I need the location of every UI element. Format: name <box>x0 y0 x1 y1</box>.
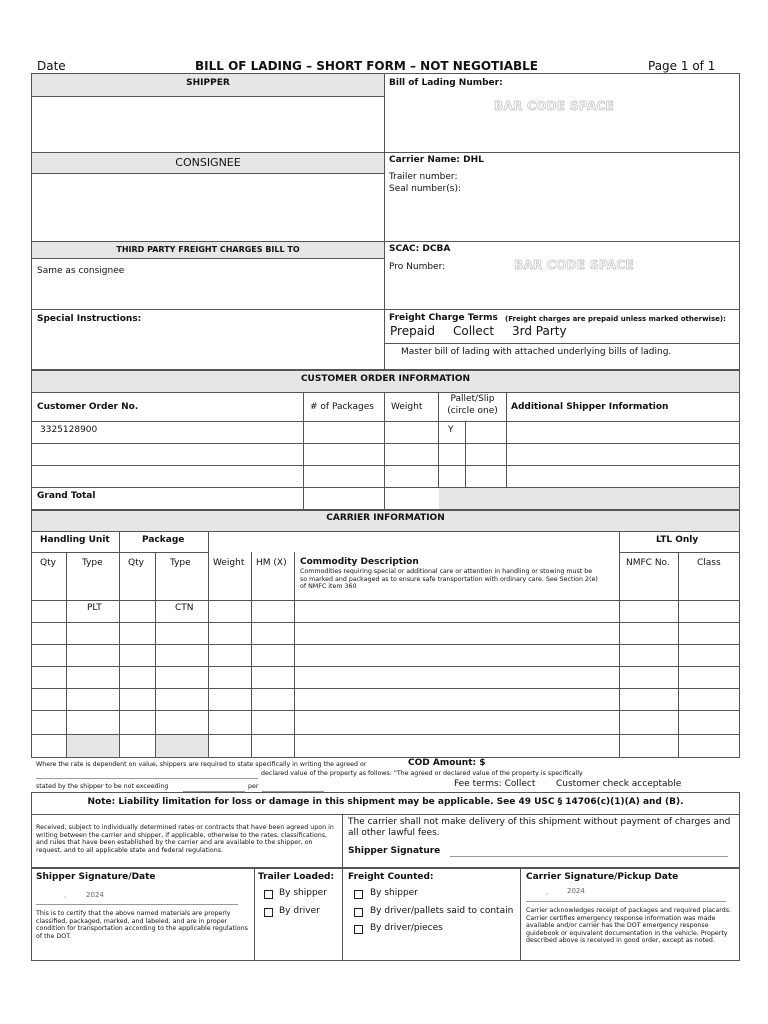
declared-value-line1: Where the rate is dependent on value, shippers are required to state specifically in writing the agreed or <box>36 761 367 768</box>
scac-label: SCAC: DCBA <box>389 244 451 254</box>
counted-by-shipper-checkbox[interactable] <box>354 890 363 899</box>
declared-value-line3b: per <box>248 783 259 790</box>
liability-note: Note: Liability limitation for loss or damage in this shipment may be applicable. See 49 USC § 14706(c)(1)(A) and (B). <box>87 797 684 807</box>
carrier-ack-text: Carrier acknowledges receipt of packages and required placards. Carrier certifies emergency response information was made available and/or carrier has the DOT emergency response guidebook or equivalent documentation in the vehicle. Property described above is received in good order, except as noted. <box>526 907 732 945</box>
carrier-info-table <box>31 510 740 758</box>
package-heading: Package <box>142 535 185 545</box>
trailer-by-driver-label: By driver <box>279 906 320 916</box>
commodity-note: Commodities requiring special or additional care or attention in handling or stowing must be so marked and packaged as to ensure safe transportation with ordinary care. See Section 2(e) of NMFC item 360 <box>300 568 598 591</box>
col-hu-qty: Qty <box>40 558 56 568</box>
received-text: Received, subject to individually determined rates or contracts that have been agreed upon in writing between the carrier and shipper, if applicable, otherwise to the rates, classifications, and rules that have been established by the carrier and are available to the shipper, on request, and to all applicable state and federal regulations. <box>36 824 334 854</box>
declared-value-line2: declared value of the property as follows: "The agreed or declared value of the property is specifically <box>261 770 583 777</box>
col-hu-type: Type <box>82 558 103 568</box>
shipper-signature-line[interactable] <box>450 856 728 857</box>
col-hm: HM (X) <box>256 558 287 568</box>
consignee-heading: CONSIGNEE <box>175 156 241 169</box>
third-party-heading: THIRD PARTY FREIGHT CHARGES BILL TO <box>116 245 300 254</box>
col-pkg-type: Type <box>170 558 191 568</box>
col-weight: Weight <box>391 402 423 412</box>
freight-terms-note: (Freight charges are prepaid unless marked otherwise): <box>505 315 726 323</box>
col-pallet: Pallet/Slip <box>450 394 495 404</box>
third-party-value: Same as consignee <box>37 266 125 276</box>
col-pallet-circle: (circle one) <box>447 406 498 416</box>
carrier-name: Carrier Name: DHL <box>389 155 484 165</box>
counted-by-driver-pieces-label: By driver/pieces <box>370 923 443 933</box>
hu-type-cell[interactable]: PLT <box>87 603 102 613</box>
counted-by-driver-pallets-checkbox[interactable] <box>354 908 363 917</box>
ltl-only-heading: LTL Only <box>656 535 699 545</box>
pro-number-label: Pro Number: <box>389 262 446 272</box>
bol-barcode-placeholder: BAR CODE SPACE <box>494 99 615 113</box>
no-delivery-text: The carrier shall not make delivery of this shipment without payment of charges and all other lawful fees. <box>348 817 731 838</box>
grand-total-label: Grand Total <box>37 491 96 501</box>
col-commodity: Commodity Description <box>300 557 419 567</box>
counted-by-shipper-label: By shipper <box>370 888 418 898</box>
counted-by-driver-pieces-checkbox[interactable] <box>354 925 363 934</box>
customer-check: Customer check acceptable <box>556 779 682 789</box>
order-number-cell[interactable]: 3325128900 <box>40 425 98 435</box>
freight-terms-label: Freight Charge Terms <box>389 313 498 323</box>
counted-by-driver-pallets-label: By driver/pallets said to contain <box>370 906 514 916</box>
special-instructions-label: Special Instructions: <box>37 314 142 324</box>
carrier-info-heading: CARRIER INFORMATION <box>326 513 445 523</box>
third-party-option[interactable]: 3rd Party <box>512 324 567 338</box>
shipper-signature-label: Shipper Signature <box>348 846 441 856</box>
handling-unit-heading: Handling Unit <box>40 535 110 545</box>
trailer-number-label: Trailer number: <box>389 172 458 182</box>
carrier-sig-heading: Carrier Signature/Pickup Date <box>526 872 679 882</box>
freight-counted-heading: Freight Counted: <box>348 872 434 882</box>
page-number: Page 1 of 1 <box>648 59 716 73</box>
carrier-date-comma: , <box>546 888 549 896</box>
trailer-by-shipper-label: By shipper <box>279 888 327 898</box>
col-customer-order: Customer Order No. <box>37 402 139 412</box>
fee-terms: Fee terms: Collect <box>454 779 536 789</box>
col-weight: Weight <box>213 558 245 568</box>
seal-number-label: Seal number(s): <box>389 184 461 194</box>
document-title: BILL OF LADING – SHORT FORM – NOT NEGOTIABLE <box>195 59 538 73</box>
trailer-by-shipper-checkbox[interactable] <box>264 890 273 899</box>
pkg-type-cell[interactable]: CTN <box>175 603 194 613</box>
top-section <box>31 73 740 370</box>
prepaid-option[interactable]: Prepaid <box>390 324 435 338</box>
pro-barcode-placeholder: BAR CODE SPACE <box>514 258 635 272</box>
col-pkg-qty: Qty <box>128 558 144 568</box>
col-class: Class <box>697 558 721 568</box>
col-nmfc: NMFC No. <box>626 558 670 568</box>
bol-number-label: Bill of Lading Number: <box>389 78 503 88</box>
date-label: Date <box>37 59 66 73</box>
col-packages: # of Packages <box>310 402 374 412</box>
carrier-date-year[interactable]: 2024 <box>567 887 585 895</box>
shipper-date-year[interactable]: 2024 <box>86 891 104 899</box>
col-additional-info: Additional Shipper Information <box>511 402 669 412</box>
shipper-date-comma: , <box>64 891 67 899</box>
trailer-by-driver-checkbox[interactable] <box>264 908 273 917</box>
cod-amount-label: COD Amount: $ <box>408 758 486 768</box>
shipper-sig-date-heading: Shipper Signature/Date <box>36 872 156 882</box>
declared-value-line3a: stated by the shipper to be not exceeding <box>36 783 169 790</box>
master-bol-text: Master bill of lading with attached underlying bills of lading. <box>401 347 672 357</box>
collect-option[interactable]: Collect <box>453 324 495 338</box>
customer-order-heading: CUSTOMER ORDER INFORMATION <box>300 374 471 384</box>
shipper-heading: SHIPPER <box>186 78 230 88</box>
trailer-loaded-heading: Trailer Loaded: <box>258 872 335 882</box>
shipper-certify-text: This is to certify that the above named materials are properly classified, packaged, marked, and labeled, and are in proper condition for transportation according to the applicable regulations of the DOT. <box>36 910 248 940</box>
pallet-yes-cell[interactable]: Y <box>448 425 454 435</box>
